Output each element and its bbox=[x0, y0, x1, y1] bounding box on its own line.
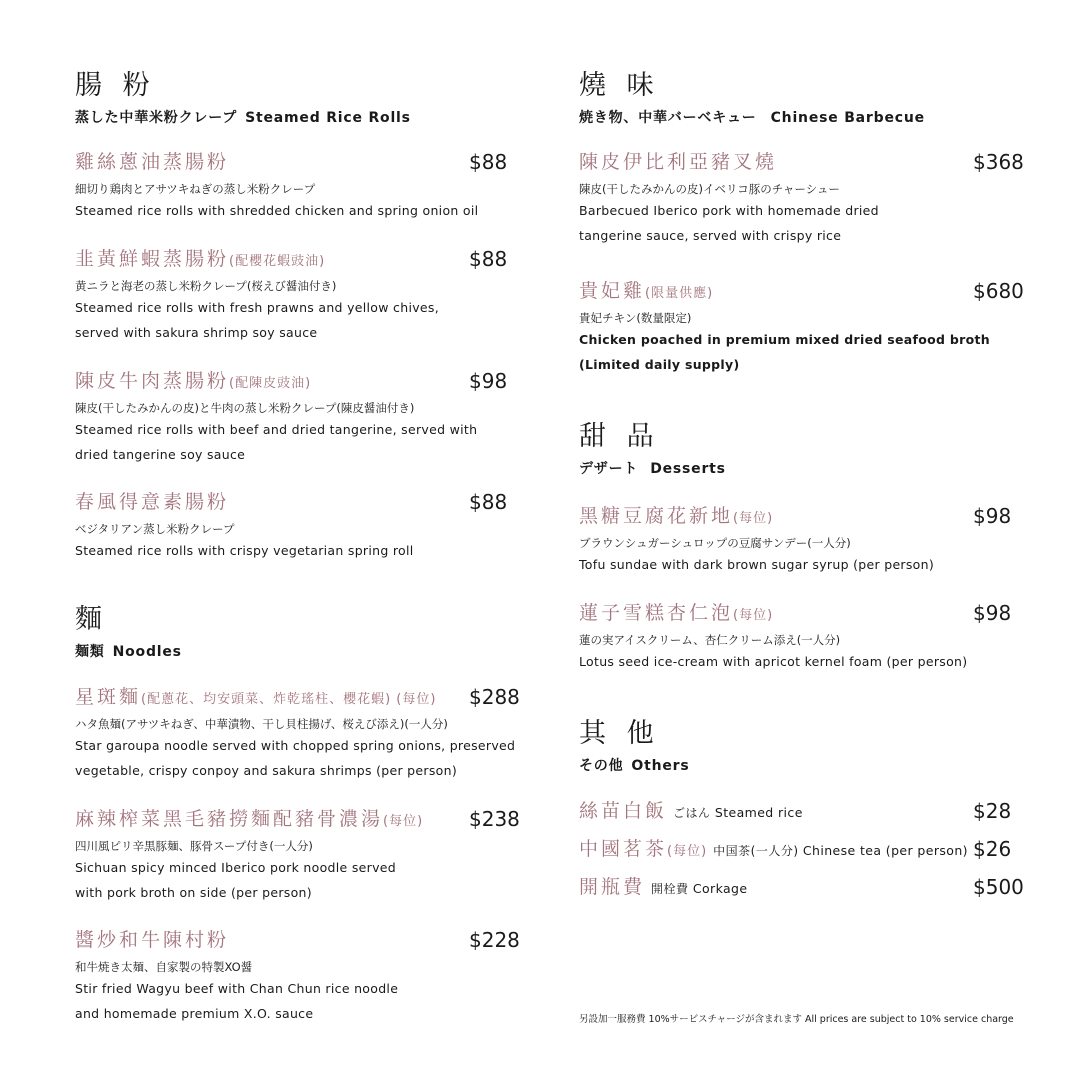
item-name: 麻辣榨菜黑毛豬撈麵配豬骨濃湯(每位) bbox=[75, 808, 424, 830]
item-desc-en: with pork broth on side (per person) bbox=[75, 884, 312, 900]
item-desc-en: Chicken poached in premium mixed dried seafood broth bbox=[579, 332, 991, 347]
item-price: $368 bbox=[973, 150, 1024, 174]
item-desc-en: Tofu sundae with dark brown sugar syrup (per person) bbox=[579, 557, 935, 572]
menu-item bbox=[75, 489, 525, 564]
item-name: 絲苗白飯 ごはん Steamed rice bbox=[579, 800, 803, 822]
item-name: 中國茗茶(每位) 中国茶(一人分) Chinese tea (per person) bbox=[579, 838, 968, 860]
item-name: 黑糖豆腐花新地(每位) bbox=[579, 505, 774, 527]
section-title: 燒 味 bbox=[579, 70, 660, 101]
section-others bbox=[579, 720, 1029, 775]
section-title: 腸 粉 bbox=[75, 70, 156, 101]
item-price: $98 bbox=[469, 369, 508, 393]
item-name: 貴妃雞(限量供應) bbox=[579, 280, 714, 302]
service-charge-note: 另設加一服務費 10%サービスチャージが含まれます All prices are subject to 10% service charge bbox=[579, 1014, 1014, 1025]
item-desc-en: Barbecued Iberico pork with homemade dried bbox=[579, 203, 879, 218]
item-desc-en: (Limited daily supply) bbox=[579, 356, 740, 372]
item-name: 韭黃鮮蝦蒸腸粉(配櫻花蝦豉油) bbox=[75, 248, 326, 270]
item-desc-en: vegetable, crispy conpoy and sakura shrimps (per person) bbox=[75, 762, 458, 778]
item-desc-jp: 細切り鶏肉とアサツキねぎの蒸し米粉クレープ bbox=[75, 182, 316, 196]
section-noodles bbox=[75, 606, 525, 661]
item-desc-en: tangerine sauce, served with crispy rice bbox=[579, 227, 842, 243]
item-desc-jp: ブラウンシュガーシュロップの豆腐サンデー(一人分) bbox=[579, 536, 851, 550]
menu-item bbox=[579, 798, 1029, 826]
item-desc-en: Steamed rice rolls with shredded chicken and spring onion oil bbox=[75, 203, 479, 218]
section-bbq bbox=[579, 72, 1029, 127]
item-desc-jp: ハタ魚麺(アサツキねぎ、中華漬物、干し貝柱揚げ、桜えび添え)(一人分) bbox=[75, 717, 448, 731]
item-price: $288 bbox=[469, 685, 520, 709]
item-name: 開瓶費 開栓費 Corkage bbox=[579, 876, 748, 898]
item-desc-jp: 陳皮(干したみかんの皮)イベリコ豚のチャーシュー bbox=[579, 182, 840, 196]
item-desc-en: Lotus seed ice-cream with apricot kernel foam (per person) bbox=[579, 654, 968, 669]
item-desc-jp: ベジタリアン蒸し米粉クレープ bbox=[75, 522, 235, 536]
menu-item bbox=[579, 836, 1029, 864]
item-name: 醬炒和牛陳村粉 bbox=[75, 929, 230, 951]
menu-item bbox=[75, 806, 525, 905]
item-desc-jp: 陳皮(干したみかんの皮)と牛肉の蒸し米粉クレープ(陳皮醤油付き) bbox=[75, 401, 415, 415]
item-desc-en: served with sakura shrimp soy sauce bbox=[75, 324, 318, 340]
item-name: 星斑麵(配蔥花、均安頭菜、炸乾瑤柱、櫻花蝦) (每位) bbox=[75, 686, 437, 708]
item-desc-jp: 和牛焼き太麺、自家製の特製XO醤 bbox=[75, 960, 253, 974]
item-price: $26 bbox=[973, 837, 1012, 861]
menu-item bbox=[75, 684, 525, 783]
item-price: $88 bbox=[469, 490, 508, 514]
section-desserts bbox=[579, 423, 1029, 478]
item-desc-en: dried tangerine soy sauce bbox=[75, 446, 246, 462]
item-desc-jp: 黄ニラと海老の蒸し米粉クレープ(桜えび醤油付き) bbox=[75, 279, 337, 293]
section-title: 其 他 bbox=[579, 718, 660, 749]
item-desc-en: Steamed rice rolls with fresh prawns and yellow chives, bbox=[75, 300, 439, 315]
menu-item bbox=[75, 368, 525, 467]
item-price: $228 bbox=[469, 928, 520, 952]
section-subtitle: デザート Desserts bbox=[579, 461, 726, 477]
menu-item bbox=[579, 278, 1029, 377]
section-title: 甜 品 bbox=[579, 421, 660, 452]
item-price: $88 bbox=[469, 247, 508, 271]
item-name: 雞絲蔥油蒸腸粉 bbox=[75, 151, 230, 173]
item-price: $500 bbox=[973, 875, 1024, 899]
item-desc-en: Star garoupa noodle served with chopped spring onions, preserved bbox=[75, 738, 516, 753]
menu-item bbox=[579, 874, 1029, 902]
item-price: $680 bbox=[973, 279, 1024, 303]
menu-item bbox=[75, 927, 525, 1026]
menu-item bbox=[579, 600, 1029, 675]
menu-item bbox=[75, 149, 525, 224]
item-name: 春風得意素腸粉 bbox=[75, 491, 230, 513]
item-price: $238 bbox=[469, 807, 520, 831]
section-subtitle: 麺類 Noodles bbox=[75, 644, 182, 660]
section-subtitle: 焼き物、中華バーベキュー Chinese Barbecue bbox=[579, 110, 925, 126]
menu-item bbox=[579, 149, 1029, 248]
item-desc-en: Stir fried Wagyu beef with Chan Chun rice noodle bbox=[75, 981, 399, 996]
item-price: $88 bbox=[469, 150, 508, 174]
section-subtitle: 蒸した中華米粉クレープ Steamed Rice Rolls bbox=[75, 110, 411, 126]
item-desc-jp: 蓮の実アイスクリーム、杏仁クリーム添え(一人分) bbox=[579, 633, 841, 647]
item-desc-en: Steamed rice rolls with beef and dried tangerine, served with bbox=[75, 422, 478, 437]
item-desc-jp: 貴妃チキン(数量限定) bbox=[579, 311, 692, 325]
item-price: $98 bbox=[973, 601, 1012, 625]
item-desc-jp: 四川風ピリ辛黒豚麺、豚骨スープ付き(一人分) bbox=[75, 839, 313, 853]
item-name: 蓮子雪糕杏仁泡(每位) bbox=[579, 602, 774, 624]
item-desc-en: and homemade premium X.O. sauce bbox=[75, 1005, 314, 1021]
menu-item bbox=[579, 503, 1029, 578]
item-price: $28 bbox=[973, 799, 1012, 823]
item-desc-en: Steamed rice rolls with crispy vegetarian spring roll bbox=[75, 543, 414, 558]
item-name: 陳皮牛肉蒸腸粉(配陳皮豉油) bbox=[75, 370, 312, 392]
item-price: $98 bbox=[973, 504, 1012, 528]
menu-item bbox=[75, 246, 525, 345]
section-rice-rolls bbox=[75, 72, 525, 127]
section-subtitle: その他 Others bbox=[579, 758, 690, 774]
item-name: 陳皮伊比利亞豬叉燒 bbox=[579, 151, 778, 173]
item-desc-en: Sichuan spicy minced Iberico pork noodle served bbox=[75, 860, 396, 875]
section-title: 麵 bbox=[75, 604, 108, 635]
